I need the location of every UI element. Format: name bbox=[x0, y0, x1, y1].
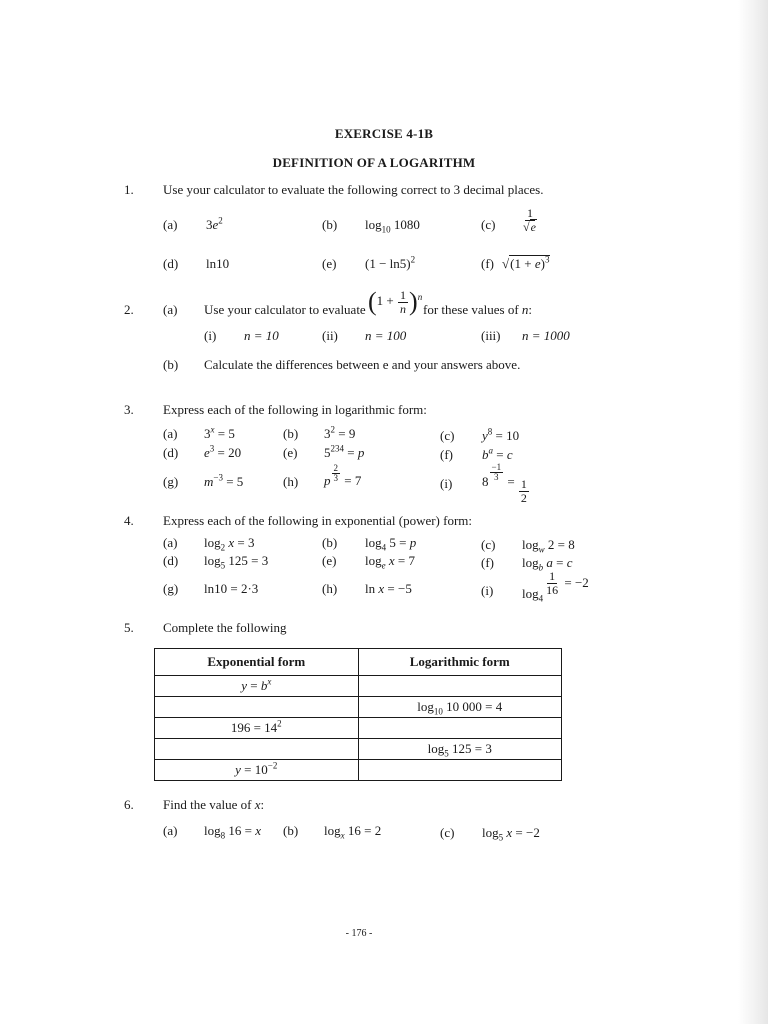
q3e-expression: $5^{234} = p$ bbox=[324, 443, 365, 460]
q2-sub-label: (ii) bbox=[322, 328, 338, 343]
q2-sub-label: (i) bbox=[204, 328, 217, 343]
q3-part-label: (a) bbox=[163, 426, 178, 441]
q4-part-label: (g) bbox=[163, 581, 179, 596]
q3b-expression: $3^2 = 9$ bbox=[324, 424, 356, 441]
q1f-expression: $√(1 + e)^3$ bbox=[502, 254, 550, 271]
q3d-expression: $e^3 = 20$ bbox=[204, 443, 242, 460]
q2a-expression: (1 + $\frac{1}{n}$ )$^n$ bbox=[368, 287, 423, 317]
q1-part-label: (a) bbox=[163, 217, 178, 232]
q6-part-label: (b) bbox=[283, 823, 299, 838]
q1e-expression: $(1 - \ln 5)^2$ bbox=[365, 254, 416, 271]
q3-part-label: (h) bbox=[283, 474, 299, 489]
q4g-expression: ln10 = 2·3 bbox=[204, 581, 259, 596]
q4a-expression: $\log_2 x = 3$ bbox=[204, 535, 255, 553]
q3-part-label: (i) bbox=[440, 476, 453, 491]
q3-part-label: (e) bbox=[283, 445, 298, 460]
header-exponential-form: Exponential form bbox=[155, 649, 359, 676]
table-cell-logarithmic: $\log_5 125 = 3$ bbox=[358, 739, 562, 760]
q4-part-label: (e) bbox=[322, 553, 337, 568]
q4-part-label: (a) bbox=[163, 535, 178, 550]
q4-part-label: (c) bbox=[481, 537, 496, 552]
table-cell-logarithmic: $\log_{10} 10$ 000 = 4 bbox=[358, 697, 562, 718]
q6b-expression: $\log_x 16 = 2$ bbox=[324, 823, 382, 841]
q6c-expression: $\log_5 x = -2$ bbox=[482, 825, 540, 843]
q4c-expression: $\log_w 2 = 8$ bbox=[522, 537, 575, 555]
q1-prompt: Use your calculator to evaluate the following correct to 3 decimal places. bbox=[163, 182, 544, 197]
q3-number: 3. bbox=[124, 402, 134, 417]
q1-part-label: (c) bbox=[481, 217, 496, 232]
q5-prompt: Complete the following bbox=[163, 620, 287, 635]
q4d-expression: $\log_5 125 = 3$ bbox=[204, 553, 269, 571]
q6-part-label: (a) bbox=[163, 823, 178, 838]
exercise-title: EXERCISE 4-1B bbox=[334, 126, 434, 141]
q4-prompt: Express each of the following in exponential (power) form: bbox=[163, 513, 473, 528]
q3-prompt: Express each of the following in logarithmic form: bbox=[163, 402, 427, 417]
q4b-expression: $\log_4 5 = p$ bbox=[365, 535, 417, 553]
q4-part-label: (f) bbox=[481, 555, 494, 570]
table-cell-exponential-blank[interactable] bbox=[155, 739, 359, 760]
table-cell-exponential-blank[interactable] bbox=[155, 697, 359, 718]
table-row bbox=[155, 760, 562, 781]
q2-number: 2. bbox=[124, 302, 134, 317]
q1a-expression: $3e^2$ bbox=[206, 215, 223, 232]
page-number: - 176 - bbox=[345, 928, 373, 939]
q3f-expression: $b^a = c$ bbox=[482, 445, 513, 462]
q2a-prompt-end: for these values of n: bbox=[423, 302, 533, 317]
q6-prompt: Find the value of x: bbox=[163, 797, 265, 812]
q1b-expression: $\log_{10} 1080$ bbox=[365, 217, 420, 235]
q2b-label: (b) bbox=[163, 357, 179, 372]
table-row bbox=[155, 676, 562, 697]
q1c-expression: $\frac{1}{√e}$ bbox=[523, 206, 536, 234]
q3g-expression: $m^{-3} = 5$ bbox=[204, 472, 244, 489]
table-row bbox=[155, 697, 562, 718]
q3-part-label: (d) bbox=[163, 445, 179, 460]
page-edge-shadow bbox=[738, 0, 768, 1024]
q2-sub-label: (iii) bbox=[481, 328, 501, 343]
q4f-expression: $\log_b a = c$ bbox=[522, 555, 573, 573]
q1-part-label: (e) bbox=[322, 256, 337, 271]
q3-part-label: (c) bbox=[440, 428, 455, 443]
q4-part-label: (d) bbox=[163, 553, 179, 568]
table-row bbox=[155, 718, 562, 739]
q3-part-label: (g) bbox=[163, 474, 179, 489]
q6-part-label: (c) bbox=[440, 825, 455, 840]
q1-part-label: (d) bbox=[163, 256, 179, 271]
header-logarithmic-form: Logarithmic form bbox=[358, 649, 562, 676]
q3-part-label: (f) bbox=[440, 447, 453, 462]
table-cell-logarithmic-blank[interactable] bbox=[358, 718, 562, 739]
q1-number: 1. bbox=[124, 182, 134, 197]
table-cell-exponential: $y = b^x$ bbox=[155, 676, 359, 697]
q3c-expression: $y^8 = 10$ bbox=[482, 426, 520, 443]
table-row bbox=[155, 739, 562, 760]
q4-part-label: (h) bbox=[322, 581, 338, 596]
q3h-expression: p $\frac{2}{3}$ = 7 bbox=[324, 463, 362, 488]
q4-number: 4. bbox=[124, 513, 134, 528]
q4-part-label: (b) bbox=[322, 535, 338, 550]
section-title: DEFINITION OF A LOGARITHM bbox=[272, 155, 476, 170]
q2b-prompt: Calculate the differences between e and your answers above. bbox=[204, 357, 521, 372]
q1-part-label: (b) bbox=[322, 217, 338, 232]
q2-sub-value: n = 10 bbox=[244, 328, 279, 343]
q4-part-label: (i) bbox=[481, 583, 494, 598]
q4e-expression: $\log_e x = 7$ bbox=[365, 553, 415, 571]
q4i-expression: $\log_4$ $\frac{1}{16}$ = −2 bbox=[522, 569, 589, 604]
q6-number: 6. bbox=[124, 797, 134, 812]
q3-part-label: (b) bbox=[283, 426, 299, 441]
log-conversion-table bbox=[154, 648, 562, 781]
table-cell-logarithmic-blank[interactable] bbox=[358, 676, 562, 697]
q1d-expression: ln10 bbox=[206, 256, 230, 271]
table-cell-logarithmic-blank[interactable] bbox=[358, 760, 562, 781]
q2a-prompt-start: Use your calculator to evaluate bbox=[204, 302, 366, 317]
q3i-expression: 8 $\frac{-1}{3}$ = $\frac{1}{2}$ bbox=[482, 462, 527, 505]
table-cell-exponential: $y = 10^{-2}$ bbox=[155, 760, 359, 781]
q4h-expression: ln x = −5 bbox=[365, 581, 412, 596]
q2-sub-value: n = 1000 bbox=[522, 328, 570, 343]
q6a-expression: $\log_8 16 = x$ bbox=[204, 823, 261, 841]
table-cell-exponential: $196 = 14^2$ bbox=[155, 718, 359, 739]
q3a-expression: $3^x = 5$ bbox=[204, 424, 235, 441]
q1-part-label: (f) bbox=[481, 256, 494, 271]
q2a-label: (a) bbox=[163, 302, 178, 317]
q5-number: 5. bbox=[124, 620, 134, 635]
q2-sub-value: n = 100 bbox=[365, 328, 407, 343]
